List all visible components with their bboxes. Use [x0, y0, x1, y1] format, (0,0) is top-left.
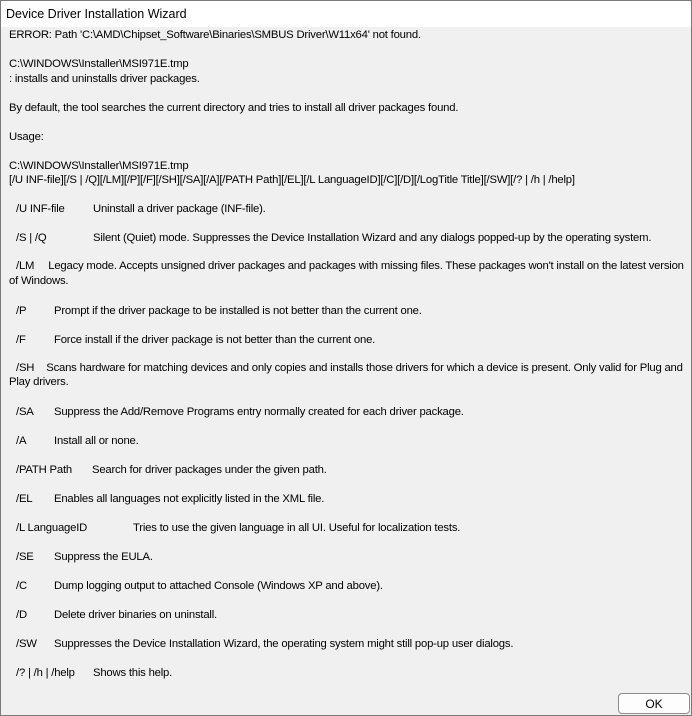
- option-description: Suppress the Add/Remove Programs entry normally created for each driver package.: [54, 406, 464, 418]
- syntax-line: [/U INF-file][/S | /Q][/LM][/P][/F][/SH][/SA][/A][/PATH Path][/EL][/L LanguageID][/C][/D][/LogTitle Title][/SW][/? | /h | /help]: [9, 174, 575, 186]
- option-switch: /PATH Path: [16, 464, 72, 476]
- option-u: [9, 202, 683, 217]
- option-switch: /U INF-file: [16, 203, 65, 215]
- option-switch: /SH: [16, 361, 35, 374]
- option-switch: /? | /h | /help: [16, 667, 75, 679]
- option-switch: /A: [16, 435, 27, 447]
- usage-label: Usage:: [9, 130, 44, 143]
- option-switch: /LM: [16, 260, 35, 272]
- option-description: Dump logging output to attached Console (Windows XP and above).: [54, 580, 383, 592]
- option-description: Suppresses the Device Installation Wizard, the operating system might still pop-up user dialogs.: [54, 638, 514, 650]
- option-description-cont: Play drivers.: [9, 376, 69, 388]
- exe-path-line: C:\WINDOWS\Installer\MSI971E.tmp: [9, 58, 189, 70]
- option-el: [9, 492, 683, 507]
- option-description: Prompt if the driver package to be installed is not better than the current one.: [54, 304, 422, 317]
- option-description: Uninstall a driver package (INF-file).: [93, 203, 266, 215]
- option-description: Search for driver packages under the given path.: [92, 464, 327, 476]
- option-s: [9, 231, 683, 246]
- option-c: [9, 579, 683, 594]
- option-switch: /SE: [16, 551, 34, 563]
- option-se: [9, 550, 683, 565]
- option-switch: /C: [16, 580, 27, 592]
- option-description: Tries to use the given language in all UI. Useful for localization tests.: [133, 522, 461, 534]
- option-p: [9, 304, 683, 319]
- option-description: Silent (Quiet) mode. Suppresses the Device Installation Wizard and any dialogs popped-up by the operating system.: [93, 232, 652, 244]
- ok-button[interactable]: OK: [618, 693, 690, 714]
- option-description: Scans hardware for matching devices and only copies and installs those drivers for which a device is present. Only valid for Plug and: [46, 361, 683, 374]
- error-line: ERROR: Path 'C:\AMD\Chipset_Software\Binaries\SMBUS Driver\W11x64' not found.: [9, 29, 421, 41]
- option-switch: /SA: [16, 406, 34, 418]
- option-sa: [9, 405, 683, 420]
- default-behavior-line: By default, the tool searches the current directory and tries to install all driver packages found.: [9, 101, 459, 114]
- option-description: Force install if the driver package is not better than the current one.: [54, 333, 376, 346]
- option-description: Shows this help.: [93, 667, 173, 679]
- option-description: Delete driver binaries on uninstall.: [54, 609, 217, 621]
- option-switch: /SW: [16, 638, 37, 650]
- option-sh: [9, 362, 683, 391]
- help-message: [9, 28, 683, 681]
- exe-path-line-2: C:\WINDOWS\Installer\MSI971E.tmp: [9, 159, 189, 172]
- window-title: Device Driver Installation Wizard: [6, 7, 187, 21]
- option-a: [9, 434, 683, 449]
- option-f: [9, 333, 683, 348]
- option-switch: /P: [16, 304, 27, 317]
- option-description-cont: of Windows.: [9, 274, 69, 287]
- option-switch: /S | /Q: [16, 232, 47, 244]
- option-switch: /EL: [16, 493, 33, 505]
- option-path: [9, 463, 683, 478]
- title-bar[interactable]: [1, 1, 691, 27]
- option-switch: /F: [16, 333, 26, 346]
- option-description: Suppress the EULA.: [54, 551, 153, 563]
- option-description: Enables all languages not explicitly listed in the XML file.: [54, 493, 325, 505]
- option-sw: [9, 637, 683, 652]
- purpose-line: : installs and uninstalls driver packages.: [9, 72, 200, 85]
- option-description: Install all or none.: [54, 435, 139, 447]
- option-lm: [9, 260, 683, 289]
- option-d: [9, 608, 683, 623]
- option-switch: /D: [16, 609, 27, 621]
- option-l: [9, 521, 683, 536]
- option-switch: /L LanguageID: [16, 522, 88, 534]
- option-description: Legacy mode. Accepts unsigned driver packages and packages with missing files. These packages won't install on the latest version: [48, 260, 684, 272]
- option-help: [9, 666, 683, 681]
